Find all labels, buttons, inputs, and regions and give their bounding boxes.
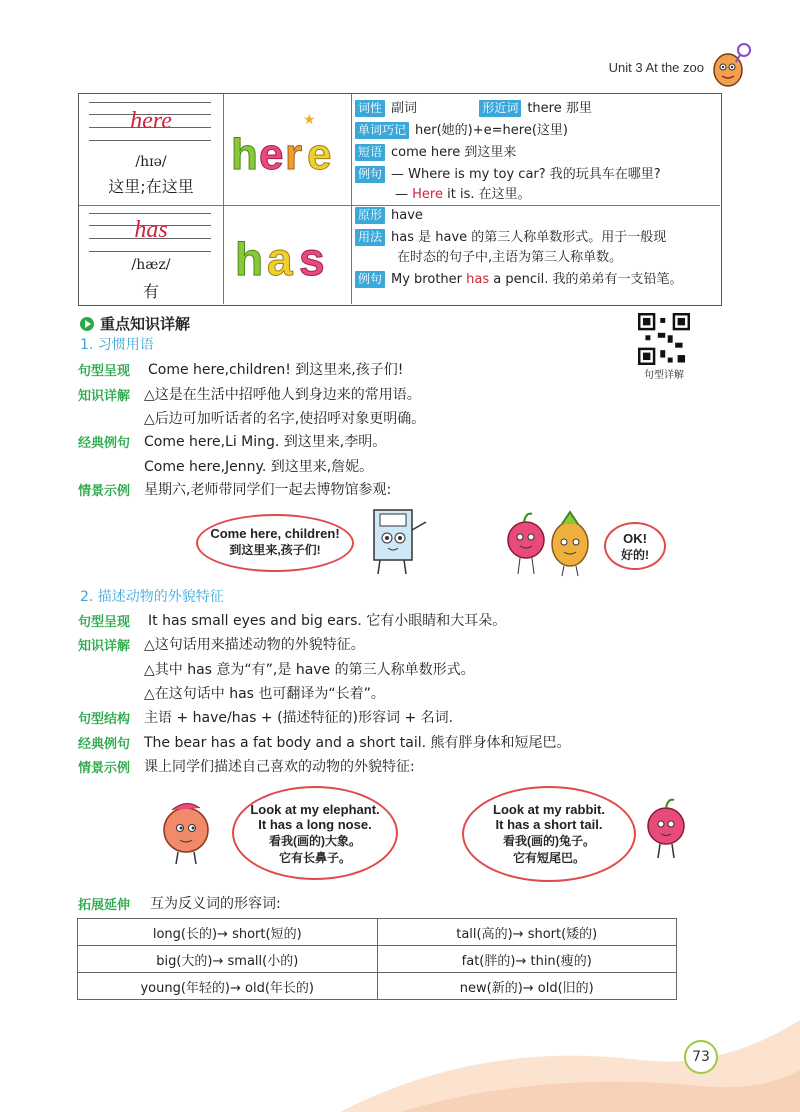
info-line <box>355 207 423 225</box>
svg-text:h: h <box>231 130 258 179</box>
svg-text:r: r <box>285 130 303 179</box>
speech-bubble <box>232 786 398 880</box>
info-text: — Where is my toy car? 我的玩具车在哪里? <box>391 167 661 182</box>
example-text: Come here,Li Ming. 到这里来,李明。 <box>144 434 387 450</box>
mascot-illustration <box>708 40 752 90</box>
info-tag: 原形 <box>355 207 385 224</box>
info-text: My brother <box>391 272 467 287</box>
detail-text: △这句话用来描述动物的外貌特征。 <box>144 637 365 653</box>
bubble-text-en: Look at my rabbit. <box>493 802 605 817</box>
label-pattern: 句型呈现 <box>78 364 131 379</box>
detail-text: △在这句话中 has 也可翻译为“长着”。 <box>144 686 385 702</box>
info-tag: 用法 <box>355 229 385 246</box>
qr-code[interactable] <box>638 313 690 365</box>
table-cell: fat(胖的)→ thin(瘦的) <box>377 946 677 973</box>
vocab-word: here <box>130 108 172 134</box>
bubble-text-en: OK! <box>623 531 647 546</box>
info-tag: 形近词 <box>479 100 521 117</box>
scene-text: 星期六,老师带同学们一起去博物馆参观: <box>144 482 392 498</box>
part2-heading: 2. 描述动物的外貌特征 <box>80 589 224 605</box>
structure-text: 主语 + have/has + (描述特征的)形容词 + 名词. <box>144 710 454 726</box>
decorative-wave <box>0 1000 800 1112</box>
label-pattern: 句型呈现 <box>78 615 131 630</box>
info-text: her(她的)+e=here(这里) <box>415 123 568 138</box>
info-line <box>397 249 622 267</box>
speech-bubble <box>462 786 636 882</box>
info-text: 在时态的句子中,主语为第三人称单数。 <box>397 250 623 265</box>
table-cell: tall(高的)→ short(矮的) <box>377 919 677 946</box>
info-tag: 单词巧记 <box>355 122 409 139</box>
unit-header: Unit 3 At the zoo <box>608 60 704 75</box>
vocab-word: has <box>134 217 168 243</box>
peach-character-illustration <box>152 796 232 866</box>
bubble-text-zh: 看我(画的)大象。 <box>269 834 361 848</box>
highlight-word: Here <box>412 187 443 202</box>
info-tag: 词性 <box>355 100 385 117</box>
detail-text: △其中 has 意为“有”,是 have 的第三人称单数形式。 <box>144 662 475 678</box>
section-title: 重点知识详解 <box>80 313 190 334</box>
bubble-text-en: Come here, children! <box>210 526 340 541</box>
vocab-meaning: 这里;在这里 <box>108 177 194 196</box>
highlight-word: has <box>466 272 490 287</box>
handwriting-cell <box>79 94 224 205</box>
info-text: come here 到这里来 <box>391 145 517 160</box>
part1-heading: 1. 习惯用语 <box>80 337 154 353</box>
here-word-art <box>223 94 351 205</box>
svg-text:★: ★ <box>303 112 316 128</box>
label-scene: 情景示例 <box>78 761 131 776</box>
info-line <box>355 122 568 140</box>
table-cell: long(长的)→ short(短的) <box>78 919 378 946</box>
label-detail: 知识详解 <box>78 639 131 654</box>
bubble-text-zh: 看我(画的)兔子。 <box>503 834 595 848</box>
info-tag: 例句 <box>355 271 385 288</box>
info-text: have <box>391 208 423 223</box>
fruit-characters-illustration <box>500 504 600 580</box>
bubble-text-zh: 到这里来,孩子们! <box>229 543 321 557</box>
vocab-meaning: 有 <box>142 282 159 301</box>
info-line <box>395 186 531 204</box>
word-art-cell <box>223 94 352 205</box>
bubble-text-zh: 好的! <box>621 548 649 562</box>
info-line <box>355 271 682 289</box>
handwriting-cell <box>79 205 224 304</box>
vocab-table <box>78 93 722 306</box>
table-row <box>78 919 677 946</box>
word-art-cell <box>223 205 352 304</box>
table-cell: new(新的)→ old(旧的) <box>377 973 677 1000</box>
svg-text:a: a <box>267 233 293 285</box>
extension-intro: 互为反义词的形容词: <box>150 896 281 912</box>
table-row <box>78 973 677 1000</box>
label-extension: 拓展延伸 <box>78 898 131 913</box>
info-text: there 那里 <box>527 101 592 116</box>
scene-text: 课上同学们描述自己喜欢的动物的外貌特征: <box>144 759 415 775</box>
info-line <box>355 229 666 247</box>
speech-bubble <box>196 514 354 572</box>
label-scene: 情景示例 <box>78 484 131 499</box>
apple-character-illustration <box>636 794 696 864</box>
label-example: 经典例句 <box>78 436 131 451</box>
page-number: 73 <box>684 1040 718 1074</box>
info-text: it is. 在这里。 <box>442 187 531 202</box>
info-text: a pencil. 我的弟弟有一支铅笔。 <box>489 272 683 287</box>
info-line <box>355 144 516 162</box>
info-tag: 短语 <box>355 144 385 161</box>
qr-caption: 句型详解 <box>644 370 684 381</box>
table-row <box>78 946 677 973</box>
info-text: 副词 <box>391 101 418 116</box>
pattern-text: Come here,children! 到这里来,孩子们! <box>148 362 404 378</box>
table-cell: young(年轻的)→ old(年长的) <box>78 973 378 1000</box>
detail-text: △后边可加听话者的名字,使招呼对象更明确。 <box>144 411 426 427</box>
speech-bubble <box>604 522 666 570</box>
svg-text:s: s <box>299 233 325 285</box>
pattern-text: It has small eyes and big ears. 它有小眼睛和大耳朵。 <box>148 613 507 629</box>
vocab-phonetic: /hɪə/ <box>135 154 167 170</box>
label-example: 经典例句 <box>78 737 131 752</box>
info-line <box>355 166 661 184</box>
antonym-table <box>77 918 677 1000</box>
vocab-row-here <box>79 94 720 206</box>
play-icon <box>80 317 94 331</box>
example-text: The bear has a fat body and a short tail. 熊有胖身体和短尾巴。 <box>144 735 571 751</box>
bubble-text-zh: 它有长鼻子。 <box>278 851 351 865</box>
word-info-cell <box>351 94 720 205</box>
svg-text:e: e <box>307 130 332 179</box>
bubble-text-en: It has a short tail. <box>495 817 603 832</box>
svg-text:h: h <box>235 233 264 285</box>
vocab-phonetic: /hæz/ <box>131 257 171 273</box>
has-word-art <box>223 205 351 304</box>
vocab-row-has <box>79 205 720 304</box>
word-info-cell <box>351 205 720 304</box>
info-text: has 是 have 的第三人称单数形式。用于一般现 <box>391 230 667 245</box>
bubble-text-zh: 它有短尾巴。 <box>512 851 585 865</box>
info-text: — <box>395 187 413 202</box>
example-text: Come here,Jenny. 到这里来,詹妮。 <box>144 459 374 475</box>
bubble-text-en: Look at my elephant. <box>250 802 380 817</box>
label-detail: 知识详解 <box>78 389 131 404</box>
book-character-illustration <box>360 500 440 580</box>
info-tag: 例句 <box>355 166 385 183</box>
detail-text: △这是在生活中招呼他人到身边来的常用语。 <box>144 387 421 403</box>
table-cell: big(大的)→ small(小的) <box>78 946 378 973</box>
info-line <box>355 100 592 118</box>
label-structure: 句型结构 <box>78 712 131 727</box>
svg-text:e: e <box>259 130 284 179</box>
bubble-text-en: It has a long nose. <box>258 817 372 832</box>
